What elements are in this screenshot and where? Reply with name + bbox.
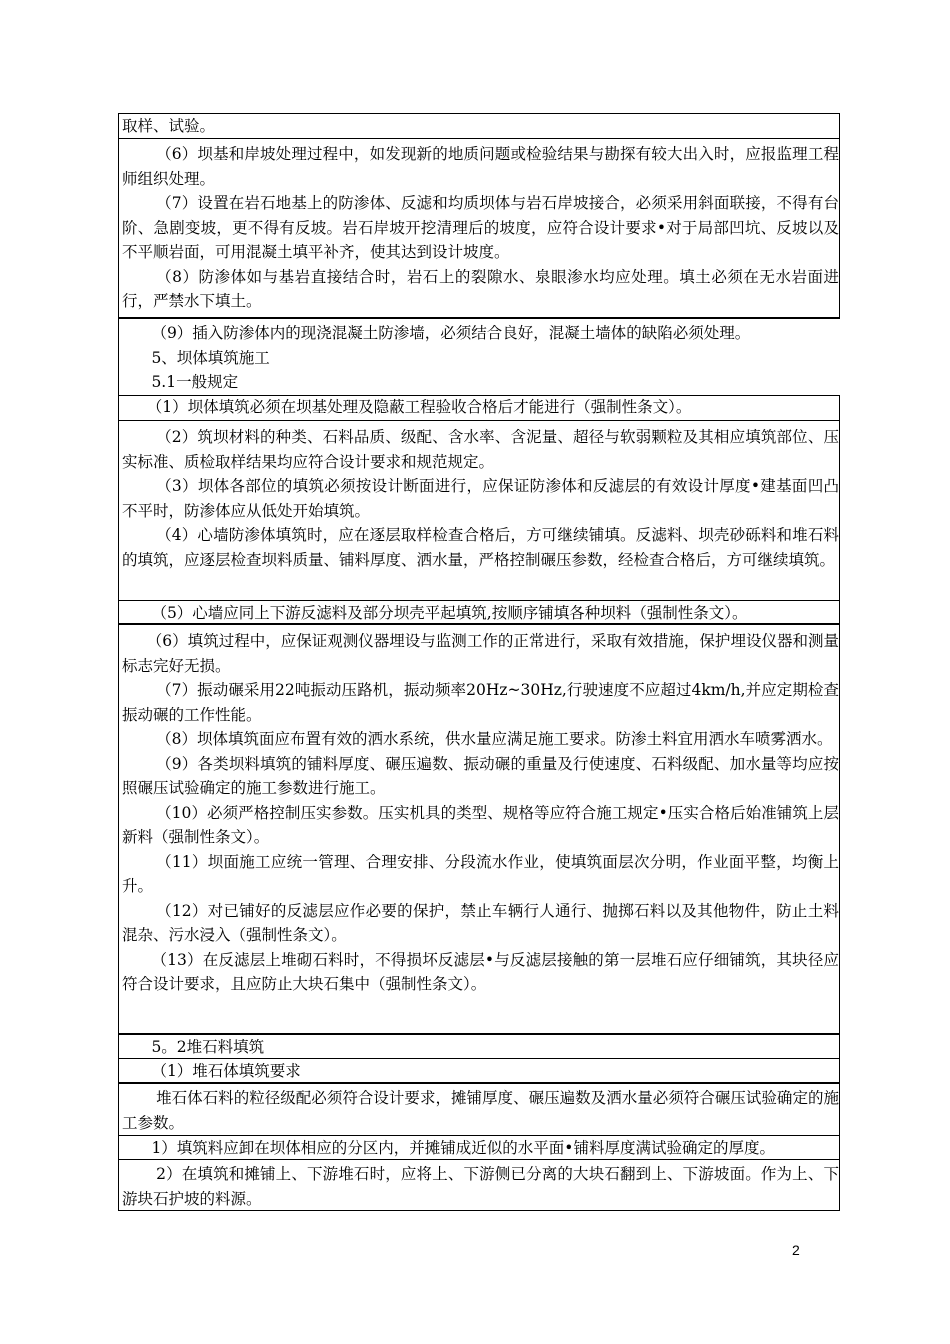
text-block-4 [118,600,840,624]
text-block-10 [118,1159,840,1211]
paragraph: （3）坝体各部位的填筑必须按设计断面进行，应保证防渗体和反滤层的有效设计厚度•建基面凹凸不平时，防渗体应从低处开始填筑。 [122,477,839,520]
section-heading: 5、坝体填筑施工 [151,348,270,367]
paragraph: （9）插入防渗体内的现浇混凝土防渗墙，必须结合良好，混凝土墙体的缺陷必须处理。 [151,324,751,342]
text-block-0 [118,113,840,139]
text-block-5 [118,624,840,1034]
text-block-7 [118,1058,840,1083]
subsection-heading: （1）堆石体填筑要求 [151,1062,301,1080]
paragraph: （8）坝体填筑面应布置有效的洒水系统，供水量应满足施工要求。防渗土料宜用洒水车喷雾洒水。 [156,730,833,748]
paragraph: （10）必须严格控制压实参数。压实机具的类型、规格等应符合施工规定•压实合格后始准铺筑上层新料（强制性条文）。 [122,803,839,846]
paragraph: （7）设置在岩石地基上的防渗体、反滤和均质坝体与岩石岸坡接合，必须采用斜面联接，不得有台阶、急剧变坡，更不得有反坡。岩石岸坡开挖清理后的坡度，应符合设计要求•对于局部凹坑、反坡以及不平顺岩面，可用混凝土填平补齐，使其达到设计坡度。 [122,194,839,261]
text-block-6 [118,1034,840,1059]
paragraph: （6）填筑过程中，应保证观测仪器埋设与监测工作的正常进行，采取有效措施，保护埋设仪器和测量标志完好无损。 [122,632,839,675]
paragraph: （11）坝面施工应统一管理、合理安排、分段流水作业，使填筑面层次分明，作业面平整，均衡上升。 [122,852,839,895]
paragraph: （2）筑坝材料的种类、石料品质、级配、含水率、含泥量、超径与软弱颗粒及其相应填筑部位、压实标准、质检取样结果均应符合设计要求和规范规定。 [122,428,839,471]
row-border [118,395,840,420]
page-number: 2 [792,1242,800,1258]
text-block-3 [118,420,840,601]
paragraph: （4）心墙防渗体填筑时，应在逐层取样检查合格后，方可继续铺填。反滤料、坝壳砂砾料和堆石料的填筑，应逐层检查坝料质量、铺料厚度、洒水量，严格控制碾压参数，经检查合格后，方可继续填筑。 [122,526,839,569]
paragraph: （9）各类坝料填筑的铺料厚度、碾压遍数、振动碾的重量及行使速度、石料级配、加水量等均应按照碾压试验确定的施工参数进行施工。 [122,754,839,797]
paragraph: （12）对已铺好的反滤层应作必要的保护，禁止车辆行人通行、抛掷石料以及其他物件，防止土料混杂、污水浸入（强制性条文）。 [122,901,839,944]
paragraph: （1）坝体填筑必须在坝基处理及隐蔽工程验收合格后才能进行（强制性条文）。 [146,397,692,416]
subsection-heading: 5.1一般规定 [151,373,239,391]
subsection-heading: 5。2堆石料填筑 [151,1038,265,1056]
paragraph: 2）在填筑和摊铺上、下游堆石时，应将上、下游侧已分离的大块石翻到上、下游坡面。作为上、下游块石护坡的料源。 [122,1165,839,1208]
paragraph: （5）心墙应同上下游反滤料及部分坝壳平起填筑,按顺序铺填各种坝料（强制性条文）。 [151,604,748,622]
paragraph: 堆石体石料的粒径级配必须符合设计要求，摊铺厚度、碾压遍数及洒水量必须符合碾压试验确定的施工参数。 [122,1089,839,1132]
paragraph: （6）坝基和岸坡处理过程中，如发现新的地质问题或检验结果与勘探有较大出入时，应报监理工程师组织处理。 [122,145,839,188]
paragraph: 取样、试验。 [122,117,216,135]
text-block-8 [118,1083,840,1136]
text-block-1 [118,138,840,318]
paragraph: （8）防渗体如与基岩直接结合时，岩石上的裂隙水、泉眼渗水均应处理。填土必须在无水岩面进行，严禁水下填土。 [122,267,839,310]
paragraph: （13）在反滤层上堆砌石料时，不得损坏反滤层•与反滤层接触的第一层堆石应仔细铺筑，其块径应符合设计要求，且应防止大块石集中（强制性条文）。 [122,950,839,993]
paragraph: （7）振动碾采用22吨振动压路机，振动频率20Hz~30Hz,行驶速度不应超过4km/h,并应定期检查振动碾的工作性能。 [122,681,839,724]
text-block-9 [118,1135,840,1160]
paragraph: 1）填筑料应卸在坝体相应的分区内，并摊铺成近似的水平面•铺料厚度满试验确定的厚度。 [151,1139,775,1157]
